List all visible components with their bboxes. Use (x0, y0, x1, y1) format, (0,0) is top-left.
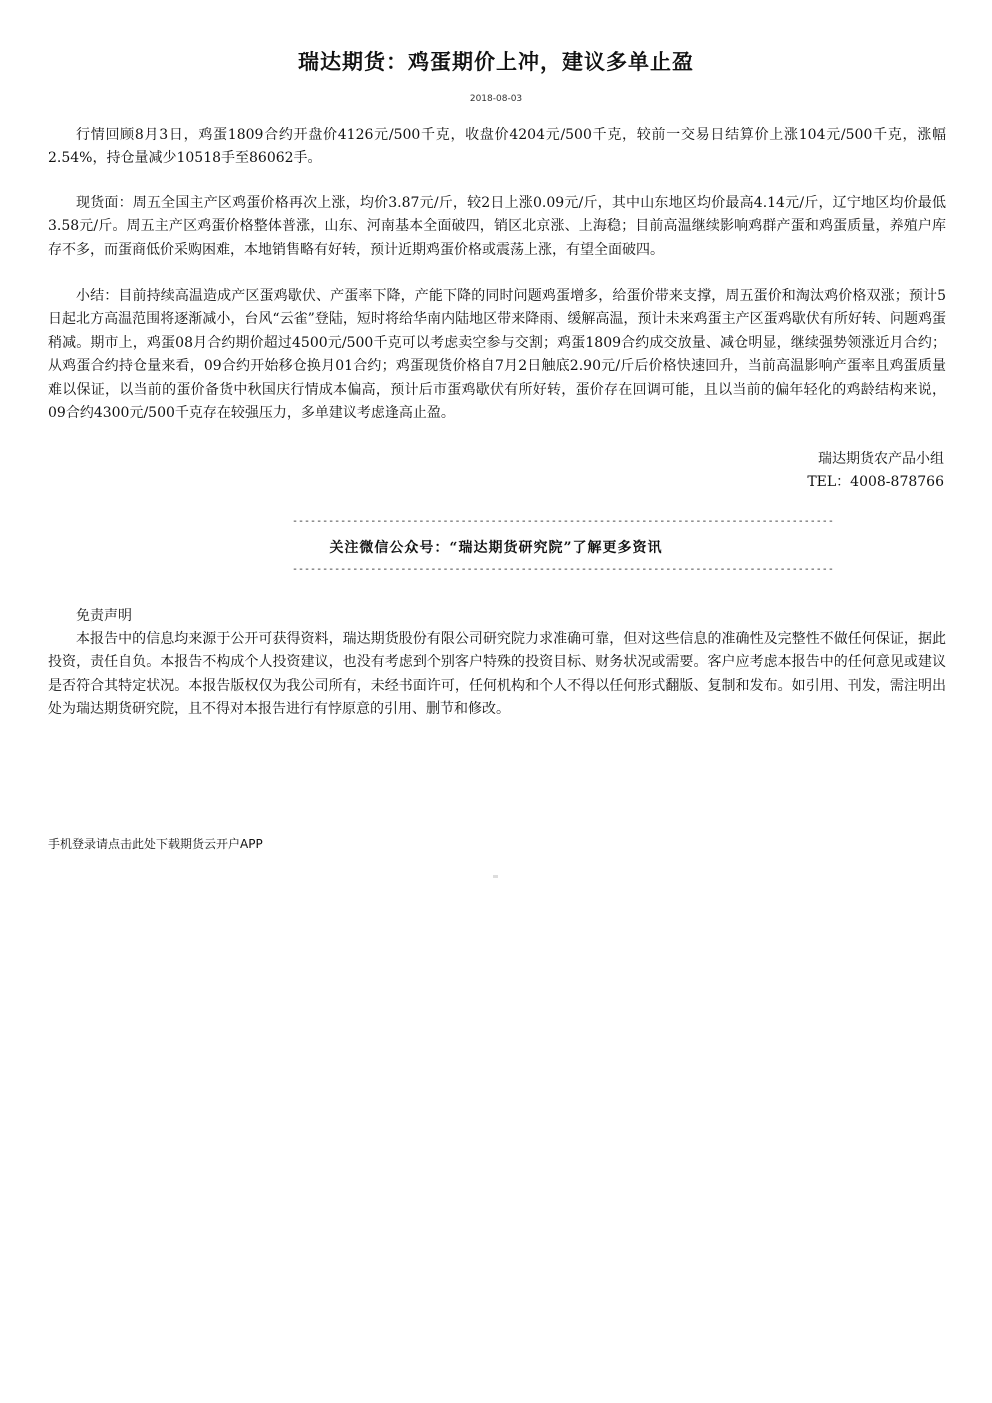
page-marker (493, 875, 498, 878)
market-review-paragraph: 行情回顾8月3日，鸡蛋1809合约开盘价4126元/500千克，收盘价4204元/500千克，较前一交易日结算价上涨104元/500千克，涨幅2.54%，持仓量减少10518手至86062手。 (48, 127, 946, 167)
disclaimer-body: 本报告中的信息均来源于公开可获得资料，瑞达期货股份有限公司研究院力求准确可靠，但对这些信息的准确性及完整性不做任何保证，据此投资，责任自负。本报告不构成个人投资建议，也没有考虑到个别客户特殊的投资目标、财务状况或需要。客户应考虑本报告中的任何意见或建议是否符合其特定状况。本报告版权仅为我公司所有，未经书面许可，任何机构和个人不得以任何形式翻版、复制和发布。如引用、刊发，需注明出处为瑞达期货研究院，且不得对本报告进行有悖原意的引用、删节和修改。 (48, 631, 946, 718)
divider-top: ------------------------------------------------------------------------------------------ (292, 516, 834, 527)
spot-market-paragraph: 现货面：周五全国主产区鸡蛋价格再次上涨，均价3.87元/斤，较2日上涨0.09元/斤，其中山东地区均价最高4.14元/斤，辽宁地区均价最低3.58元/斤。周五主产区鸡蛋价格整体普涨，山东、河南基本全面破四，销区北京涨、上海稳；目前高温继续影响鸡群产蛋和鸡蛋质量，养殖户库存不多，而蛋商低价采购困难，本地销售略有好转，预计近期鸡蛋价格或震荡上涨，有望全面破四。 (48, 195, 946, 258)
wechat-follow-notice: 关注微信公众号：“瑞达期货研究院”了解更多资讯 (329, 540, 663, 556)
summary-paragraph: 小结：目前持续高温造成产区蛋鸡歇伏、产蛋率下降，产能下降的同时问题鸡蛋增多，给蛋价带来支撑，周五蛋价和淘汰鸡价格双涨；预计5日起北方高温范围将逐渐减小，台风“云雀”登陆，短时将给华南内陆地区带来降雨、缓解高温，预计未来鸡蛋主产区蛋鸡歇伏有所好转、问题鸡蛋稍减。期市上，鸡蛋08月合约期价超过4500元/500千克可以考虑卖空参与交割；鸡蛋1809合约成交放量、减仓明显，继续强势领涨近月合约；从鸡蛋合约持仓量来看，09合约开始移仓换月01合约；鸡蛋现货价格自7月2日触底2.90元/斤后价格快速回升，当前高温影响产蛋率且鸡蛋质量难以保证，以当前的蛋价备货中秋国庆行情成本偏高，预计后市蛋鸡歇伏有所好转，蛋价存在回调可能，且以当前的偏年轻化的鸡龄结构来说，09合约4300元/500千克存在较强压力，多单建议考虑逢高止盈。 (48, 288, 946, 422)
report-date: 2018-08-03 (469, 94, 523, 104)
contact-phone: TEL：4008-878766 (807, 474, 944, 490)
divider-bottom: ------------------------------------------------------------------------------------------ (292, 564, 834, 575)
disclaimer-title: 免责声明 (76, 608, 132, 624)
author-team: 瑞达期货农产品小组 (818, 451, 944, 467)
app-download-link[interactable]: 手机登录请点击此处下载期货云开户APP (48, 837, 263, 851)
report-title: 瑞达期货：鸡蛋期价上冲，建议多单止盈 (298, 49, 694, 74)
